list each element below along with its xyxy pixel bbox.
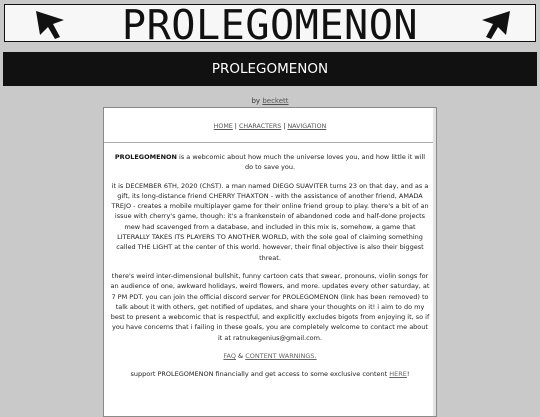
description — [110, 152, 430, 388]
nav-characters-link[interactable]: CHARACTERS — [238, 123, 282, 130]
intro-title: PROLEGOMENON — [114, 153, 177, 161]
nav-home-link[interactable]: HOME — [213, 123, 233, 130]
byline — [0, 97, 540, 105]
byline-prefix: by — [251, 97, 261, 105]
author-link[interactable]: beckett — [262, 97, 289, 105]
support-end: ! — [406, 370, 410, 379]
content-panel — [103, 107, 437, 417]
nav-separator: | — [234, 123, 237, 130]
content-warnings-link[interactable]: CONTENT WARNINGS. — [245, 352, 317, 361]
nav-navigation-link[interactable]: NAVIGATION — [287, 123, 327, 130]
arrow-pointer-right-icon — [479, 8, 513, 40]
banner-title: PROLEGOMENON — [121, 1, 419, 49]
site-banner — [4, 1, 536, 49]
support-text: support PROLEGOMENON financially and get access to some exclusive content — [130, 370, 390, 379]
scrollbar[interactable] — [433, 108, 436, 416]
faq-link[interactable]: FAQ — [223, 352, 236, 361]
story-paragraph: it is DECEMBER 6TH, 2020 (ChST). a man named DIEGO SUAVITER turns 23 on that day, and as a gift, its long-distance friend CHERRY THAXTON - with the assistance of another friend, AMADA TREJO - creates a mobile multiplayer game for their online friend group to play. there's a bit of an issue with cherry's game, though: it's a frankenstein of abandoned code and half-done projects mew had scavenged from a database, and included in this mix is, somehow, a game that LITERALLY TAKES ITS PLAYERS TO ANOTHER WORLD, with the sole goal of claiming something called THE LIGHT at the center of this world. however, their final objective is also their biggest threat. — [111, 181, 429, 262]
intro-text: is a webcomic about how much the universe loves you, and how little it will do to save you. — [176, 153, 426, 172]
nav-bar — [104, 108, 436, 143]
faq-amp: & — [235, 352, 246, 361]
faq-line — [110, 351, 430, 361]
intro-paragraph — [110, 152, 430, 173]
info-paragraph: there's weird inter-dimensional bullshit, funny cartoon cats that swear, pronouns, violin songs for an audience of one, awkward holidays, weird flowers, and more. updates every other saturday, at 7 PM PDT. you can join the official discord server for PROLEGOMENON (link has been removed) to talk about it with others, get notified of updates, and share your thoughts on it! i aim to do my best to present a webcomic that is respectful, and explicitly excludes bigots from enjoying it, so if you have concerns that i failing in these goals, you are completely welcome to contact me about it at ratnukegenius@gmail.com. — [110, 271, 430, 342]
page-title: PROLEGOMENON — [3, 52, 537, 86]
support-link[interactable]: HERE — [389, 370, 407, 379]
support-line — [110, 369, 430, 379]
nav-separator: | — [283, 123, 286, 130]
